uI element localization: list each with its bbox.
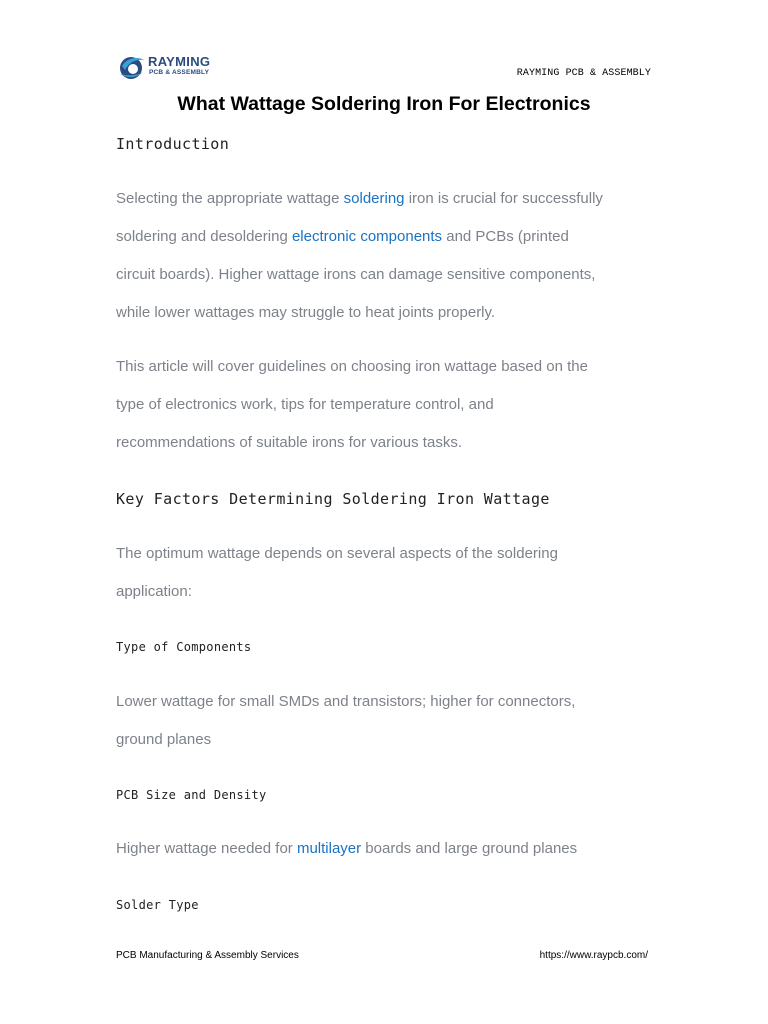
- pcb-size-heading: PCB Size and Density: [116, 788, 267, 802]
- text-line: [116, 830, 661, 868]
- text-line: recommendations of suitable irons for various tasks.: [116, 434, 462, 451]
- soldering-link[interactable]: soldering: [343, 190, 405, 207]
- text-line: while lower wattages may struggle to heat joints properly.: [116, 304, 496, 321]
- rayming-logo-icon: [116, 52, 146, 82]
- electronic-components-link[interactable]: electronic components: [291, 228, 443, 245]
- logo-name: RAYMING: [148, 54, 211, 69]
- text-span: iron is crucial for successfully: [404, 190, 603, 207]
- text-line: ground planes: [116, 731, 212, 748]
- text-line: circuit boards). Higher wattage irons can damage sensitive components,: [116, 266, 596, 283]
- text-line: This article will cover guidelines on choosing iron wattage based on the: [116, 358, 588, 375]
- multilayer-link[interactable]: multilayer: [296, 840, 362, 857]
- text-span: Selecting the appropriate wattage: [116, 190, 344, 207]
- footer-url-link[interactable]: https://www.raypcb.com/: [539, 950, 648, 961]
- text-line: The optimum wattage depends on several aspects of the soldering: [116, 545, 558, 562]
- text-span: and PCBs (printed: [442, 228, 569, 245]
- text-line: application:: [116, 583, 192, 600]
- intro-heading: Introduction: [116, 135, 230, 153]
- logo-subtitle: PCB & ASSEMBLY: [149, 69, 210, 76]
- footer-services: PCB Manufacturing & Assembly Services: [116, 950, 299, 961]
- text-line: type of electronics work, tips for temperature control, and: [116, 396, 494, 413]
- header-company-name: RAYMING PCB & ASSEMBLY: [516, 68, 651, 79]
- text-span: Higher wattage needed for: [116, 840, 297, 857]
- components-paragraph: [116, 683, 661, 759]
- text-span: soldering and desoldering: [116, 228, 292, 245]
- text-span: boards and large ground planes: [361, 840, 578, 857]
- intro-paragraph-2: [116, 348, 661, 462]
- key-factors-heading: Key Factors Determining Soldering Iron Wattage: [116, 490, 550, 508]
- text-line: Lower wattage for small SMDs and transistors; higher for connectors,: [116, 693, 576, 710]
- text-line: [116, 180, 661, 218]
- factors-paragraph: [116, 535, 661, 611]
- text-line: [116, 218, 661, 256]
- solder-type-heading: Solder Type: [116, 898, 199, 912]
- components-heading: Type of Components: [116, 640, 252, 654]
- intro-paragraph-1: [116, 180, 661, 332]
- rayming-logo: [116, 52, 226, 82]
- document-title: What Wattage Soldering Iron For Electronics: [177, 93, 591, 115]
- pcb-size-paragraph: [116, 830, 661, 868]
